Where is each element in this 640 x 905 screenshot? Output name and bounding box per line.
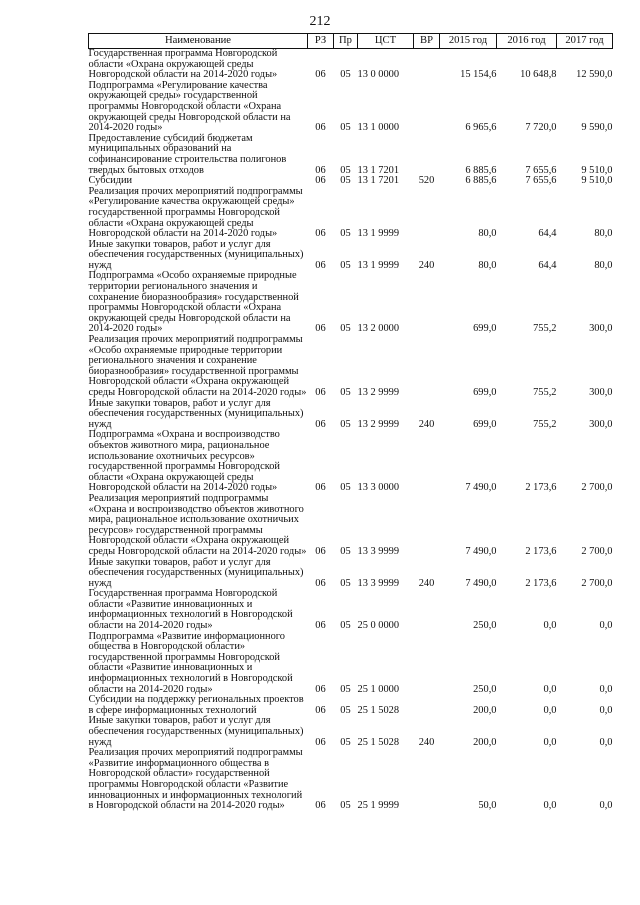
- row-cst: 13 1 9999: [357, 259, 400, 271]
- row-rz: 06: [315, 418, 326, 430]
- table-row: [89, 187, 613, 240]
- row-rz: 06: [315, 736, 326, 748]
- row-2015: 200,0: [473, 736, 497, 748]
- header-2017: 2017 год: [557, 34, 613, 49]
- row-cst: 13 0 0000: [357, 69, 400, 81]
- row-vr: 240: [418, 259, 435, 271]
- row-vr: 520: [418, 175, 435, 187]
- row-name: Иные закупки товаров, работ и услуг для обеспечения государственных (муниципальных) нужд: [88, 397, 304, 430]
- page-number: 212: [309, 14, 331, 29]
- row-cst: 13 1 0000: [357, 122, 400, 134]
- row-2016: 64,4: [538, 228, 557, 240]
- row-2016: 64,4: [538, 259, 557, 271]
- row-2015: 250,0: [473, 620, 497, 632]
- row-2017: 9 510,0: [581, 164, 613, 176]
- row-pr: 05: [340, 482, 351, 494]
- row-vr: [414, 187, 440, 240]
- row-2017: 0,0: [599, 736, 613, 748]
- row-2016: 2 173,6: [525, 482, 557, 494]
- row-2017: 9 590,0: [581, 122, 613, 134]
- row-pr: 05: [340, 69, 351, 81]
- row-2015: 6 885,6: [465, 175, 497, 187]
- row-cst: 13 1 7201: [357, 175, 400, 187]
- row-2015: 7 490,0: [465, 545, 497, 557]
- table-row: [89, 494, 613, 558]
- row-cst: 13 2 0000: [357, 323, 400, 335]
- row-name: Иные закупки товаров, работ и услуг для обеспечения государственных (муниципальных) нужд: [88, 556, 304, 589]
- row-name: Государственная программа Новгородской области «Развитие инновационных и информационных технологий в Новгородской области на 2014-2020 годы»: [88, 588, 293, 632]
- row-pr: 05: [340, 259, 351, 271]
- row-2015: 7 490,0: [465, 482, 497, 494]
- row-name: Субсидии: [88, 175, 133, 187]
- header-name: Наименование: [89, 34, 308, 49]
- row-vr: 240: [418, 736, 435, 748]
- row-rz: 06: [315, 175, 326, 187]
- row-vr: [414, 632, 440, 696]
- row-name: Реализация прочих мероприятий подпрограммы «Развитие информационного общества в Новгородской области» государственной программы Новгородской области «Развитие инновационных и информационных технологий в Новгородской области на 2014-2020 годы»: [88, 747, 303, 812]
- row-rz: 06: [315, 704, 326, 716]
- row-pr: 05: [340, 418, 351, 430]
- table-row: [89, 81, 613, 134]
- row-rz: 06: [315, 545, 326, 557]
- budget-table: [88, 33, 613, 812]
- row-vr: [414, 494, 440, 558]
- row-name: Государственная программа Новгородской области «Охрана окружающей среды Новгородской области на 2014-2020 годы»: [88, 48, 278, 81]
- header-vr: ВР: [414, 34, 440, 49]
- table-row: [89, 134, 613, 176]
- row-name: Реализация прочих мероприятий подпрограммы «Регулирование качества окружающей среды» государственной программы Новгородской области «Охрана окружающей среды Новгородской области на 2014-2020 годы»: [88, 185, 303, 240]
- row-2016: 10 648,8: [520, 69, 557, 81]
- row-2016: 7 720,0: [525, 122, 557, 134]
- row-name: Подпрограмма «Регулирование качества окружающей среды» государственной программы Новгородской области «Охрана окружающей среды Новгородской области на 2014-2020 годы»: [88, 79, 291, 134]
- row-2015: 7 490,0: [465, 577, 497, 589]
- row-2017: 9 510,0: [581, 175, 613, 187]
- row-2017: 2 700,0: [581, 577, 613, 589]
- table-row: [89, 49, 613, 81]
- table-row: [89, 716, 613, 748]
- table-row: [89, 589, 613, 631]
- row-name: Субсидии на поддержку региональных проектов в сфере информационных технологий: [88, 694, 304, 716]
- header-cst: ЦСТ: [358, 34, 414, 49]
- table-row: [89, 430, 613, 494]
- row-vr: [414, 748, 440, 812]
- row-pr: 05: [340, 620, 351, 632]
- row-pr: 05: [340, 387, 351, 398]
- table-row: [89, 399, 613, 431]
- row-2017: 12 590,0: [576, 69, 613, 81]
- row-cst: 25 1 5028: [357, 704, 400, 716]
- row-2016: 7 655,6: [525, 164, 557, 176]
- row-2015: 699,0: [473, 323, 497, 335]
- row-vr: [414, 134, 440, 176]
- row-2016: 0,0: [543, 704, 557, 716]
- table-row: [89, 240, 613, 272]
- row-vr: [414, 430, 440, 494]
- row-2017: 300,0: [589, 323, 613, 335]
- row-vr: [414, 49, 440, 81]
- row-2015: 250,0: [473, 683, 497, 695]
- row-rz: 06: [315, 323, 326, 335]
- row-2017: 0,0: [599, 683, 613, 695]
- row-rz: 06: [315, 387, 326, 398]
- row-name: Предоставление субсидий бюджетам муниципальных образований на софинансирование строительства полигонов твердых бытовых отходов: [88, 132, 287, 176]
- row-vr: 240: [418, 577, 435, 589]
- row-pr: 05: [340, 704, 351, 716]
- row-vr: [414, 589, 440, 631]
- row-vr: [414, 271, 440, 335]
- row-name: Подпрограмма «Развитие информационного общества в Новгородской области» государственной программы Новгородской области «Развитие инновационных и информационных технологий в Новгородской области на 2014-2020 годы»: [88, 630, 293, 695]
- row-pr: 05: [340, 228, 351, 240]
- table-row: [89, 335, 613, 399]
- row-2015: 15 154,6: [460, 69, 497, 81]
- row-rz: 06: [315, 800, 326, 812]
- row-2016: 0,0: [543, 683, 557, 695]
- row-2015: 6 885,6: [465, 164, 497, 176]
- table-row: [89, 748, 613, 812]
- row-2016: 7 655,6: [525, 175, 557, 187]
- row-cst: 25 1 9999: [357, 800, 400, 812]
- row-cst: 25 1 5028: [357, 736, 400, 748]
- row-cst: 13 2 9999: [357, 418, 400, 430]
- table-header-row: [89, 34, 613, 49]
- row-cst: 25 1 0000: [357, 683, 400, 695]
- header-2016: 2016 год: [497, 34, 557, 49]
- row-rz: 06: [315, 164, 326, 176]
- row-rz: 06: [315, 122, 326, 134]
- row-pr: 05: [340, 175, 351, 187]
- row-2015: 6 965,6: [465, 122, 497, 134]
- row-2017: 2 700,0: [581, 482, 613, 494]
- row-2016: 0,0: [543, 800, 557, 812]
- row-vr: [414, 81, 440, 134]
- row-vr: 240: [418, 418, 435, 430]
- row-2017: 0,0: [599, 620, 613, 632]
- row-2016: 0,0: [543, 736, 557, 748]
- row-rz: 06: [315, 259, 326, 271]
- table-row: [89, 695, 613, 716]
- row-2015: 699,0: [473, 387, 497, 398]
- header-pr: Пр: [334, 34, 358, 49]
- row-pr: 05: [340, 577, 351, 589]
- row-name: Реализация прочих мероприятий подпрограммы «Особо охраняемые природные территории регионального значения и сохранение биоразнообразия» государственной программы Новгородской области «Охрана окружающей среды Новгородской области на 2014-2020 годы»: [88, 334, 307, 398]
- row-2016: 2 173,6: [525, 545, 557, 557]
- row-rz: 06: [315, 482, 326, 494]
- row-2017: 300,0: [589, 387, 613, 398]
- row-pr: 05: [340, 323, 351, 335]
- table-row: [89, 558, 613, 590]
- header-2015: 2015 год: [440, 34, 497, 49]
- row-pr: 05: [340, 164, 351, 176]
- row-name: Подпрограмма «Охрана и воспроизводство объектов животного мира, рациональное использование охотничьих ресурсов» государственной программы Новгородской области «Охрана окружающей среды Новгородской области на 2014-2020 годы»: [88, 429, 280, 494]
- row-2017: 0,0: [599, 704, 613, 716]
- row-2017: 300,0: [589, 418, 613, 430]
- row-pr: 05: [340, 800, 351, 812]
- row-cst: 13 3 0000: [357, 482, 400, 494]
- row-2016: 755,2: [533, 323, 557, 335]
- row-pr: 05: [340, 736, 351, 748]
- row-2017: 2 700,0: [581, 545, 613, 557]
- row-cst: 13 1 7201: [357, 164, 400, 176]
- row-2016: 755,2: [533, 387, 557, 398]
- row-pr: 05: [340, 545, 351, 557]
- row-name: Иные закупки товаров, работ и услуг для обеспечения государственных (муниципальных) нужд: [88, 238, 304, 271]
- row-rz: 06: [315, 228, 326, 240]
- row-name: Иные закупки товаров, работ и услуг для обеспечения государственных (муниципальных) нужд: [88, 715, 304, 748]
- row-2016: 755,2: [533, 418, 557, 430]
- row-2015: 50,0: [478, 800, 497, 812]
- row-name: Реализация мероприятий подпрограммы «Охрана и воспроизводство объектов животного мира, рациональное использование охотничьих ресурсов» государственной программы Новгородской области «Охрана окружающей среды Новгородской области на 2014-2020 годы»: [88, 492, 307, 557]
- row-cst: 13 1 9999: [357, 228, 400, 240]
- table-row: [89, 271, 613, 335]
- row-name: Подпрограмма «Особо охраняемые природные территории регионального значения и сохранение биоразнообразия» государственной программы Новгородской области «Охрана окружающей среды Новгородской области на 2014-2020 годы»: [88, 270, 299, 335]
- row-cst: 25 0 0000: [357, 620, 400, 632]
- row-vr: [414, 335, 440, 399]
- row-2015: 80,0: [478, 259, 497, 271]
- row-2016: 2 173,6: [525, 577, 557, 589]
- row-2015: 200,0: [473, 704, 497, 716]
- header-rz: РЗ: [308, 34, 334, 49]
- row-2017: 80,0: [594, 228, 613, 240]
- row-cst: 13 2 9999: [357, 387, 400, 398]
- row-2015: 80,0: [478, 228, 497, 240]
- row-2017: 80,0: [594, 259, 613, 271]
- row-2017: 0,0: [599, 800, 613, 812]
- row-pr: 05: [340, 122, 351, 134]
- row-rz: 06: [315, 683, 326, 695]
- row-2016: 0,0: [543, 620, 557, 632]
- row-pr: 05: [340, 683, 351, 695]
- row-cst: 13 3 9999: [357, 577, 400, 589]
- row-vr: [414, 695, 440, 716]
- row-2015: 699,0: [473, 418, 497, 430]
- row-rz: 06: [315, 577, 326, 589]
- row-rz: 06: [315, 69, 326, 81]
- row-rz: 06: [315, 620, 326, 632]
- table-row: [89, 632, 613, 696]
- row-cst: 13 3 9999: [357, 545, 400, 557]
